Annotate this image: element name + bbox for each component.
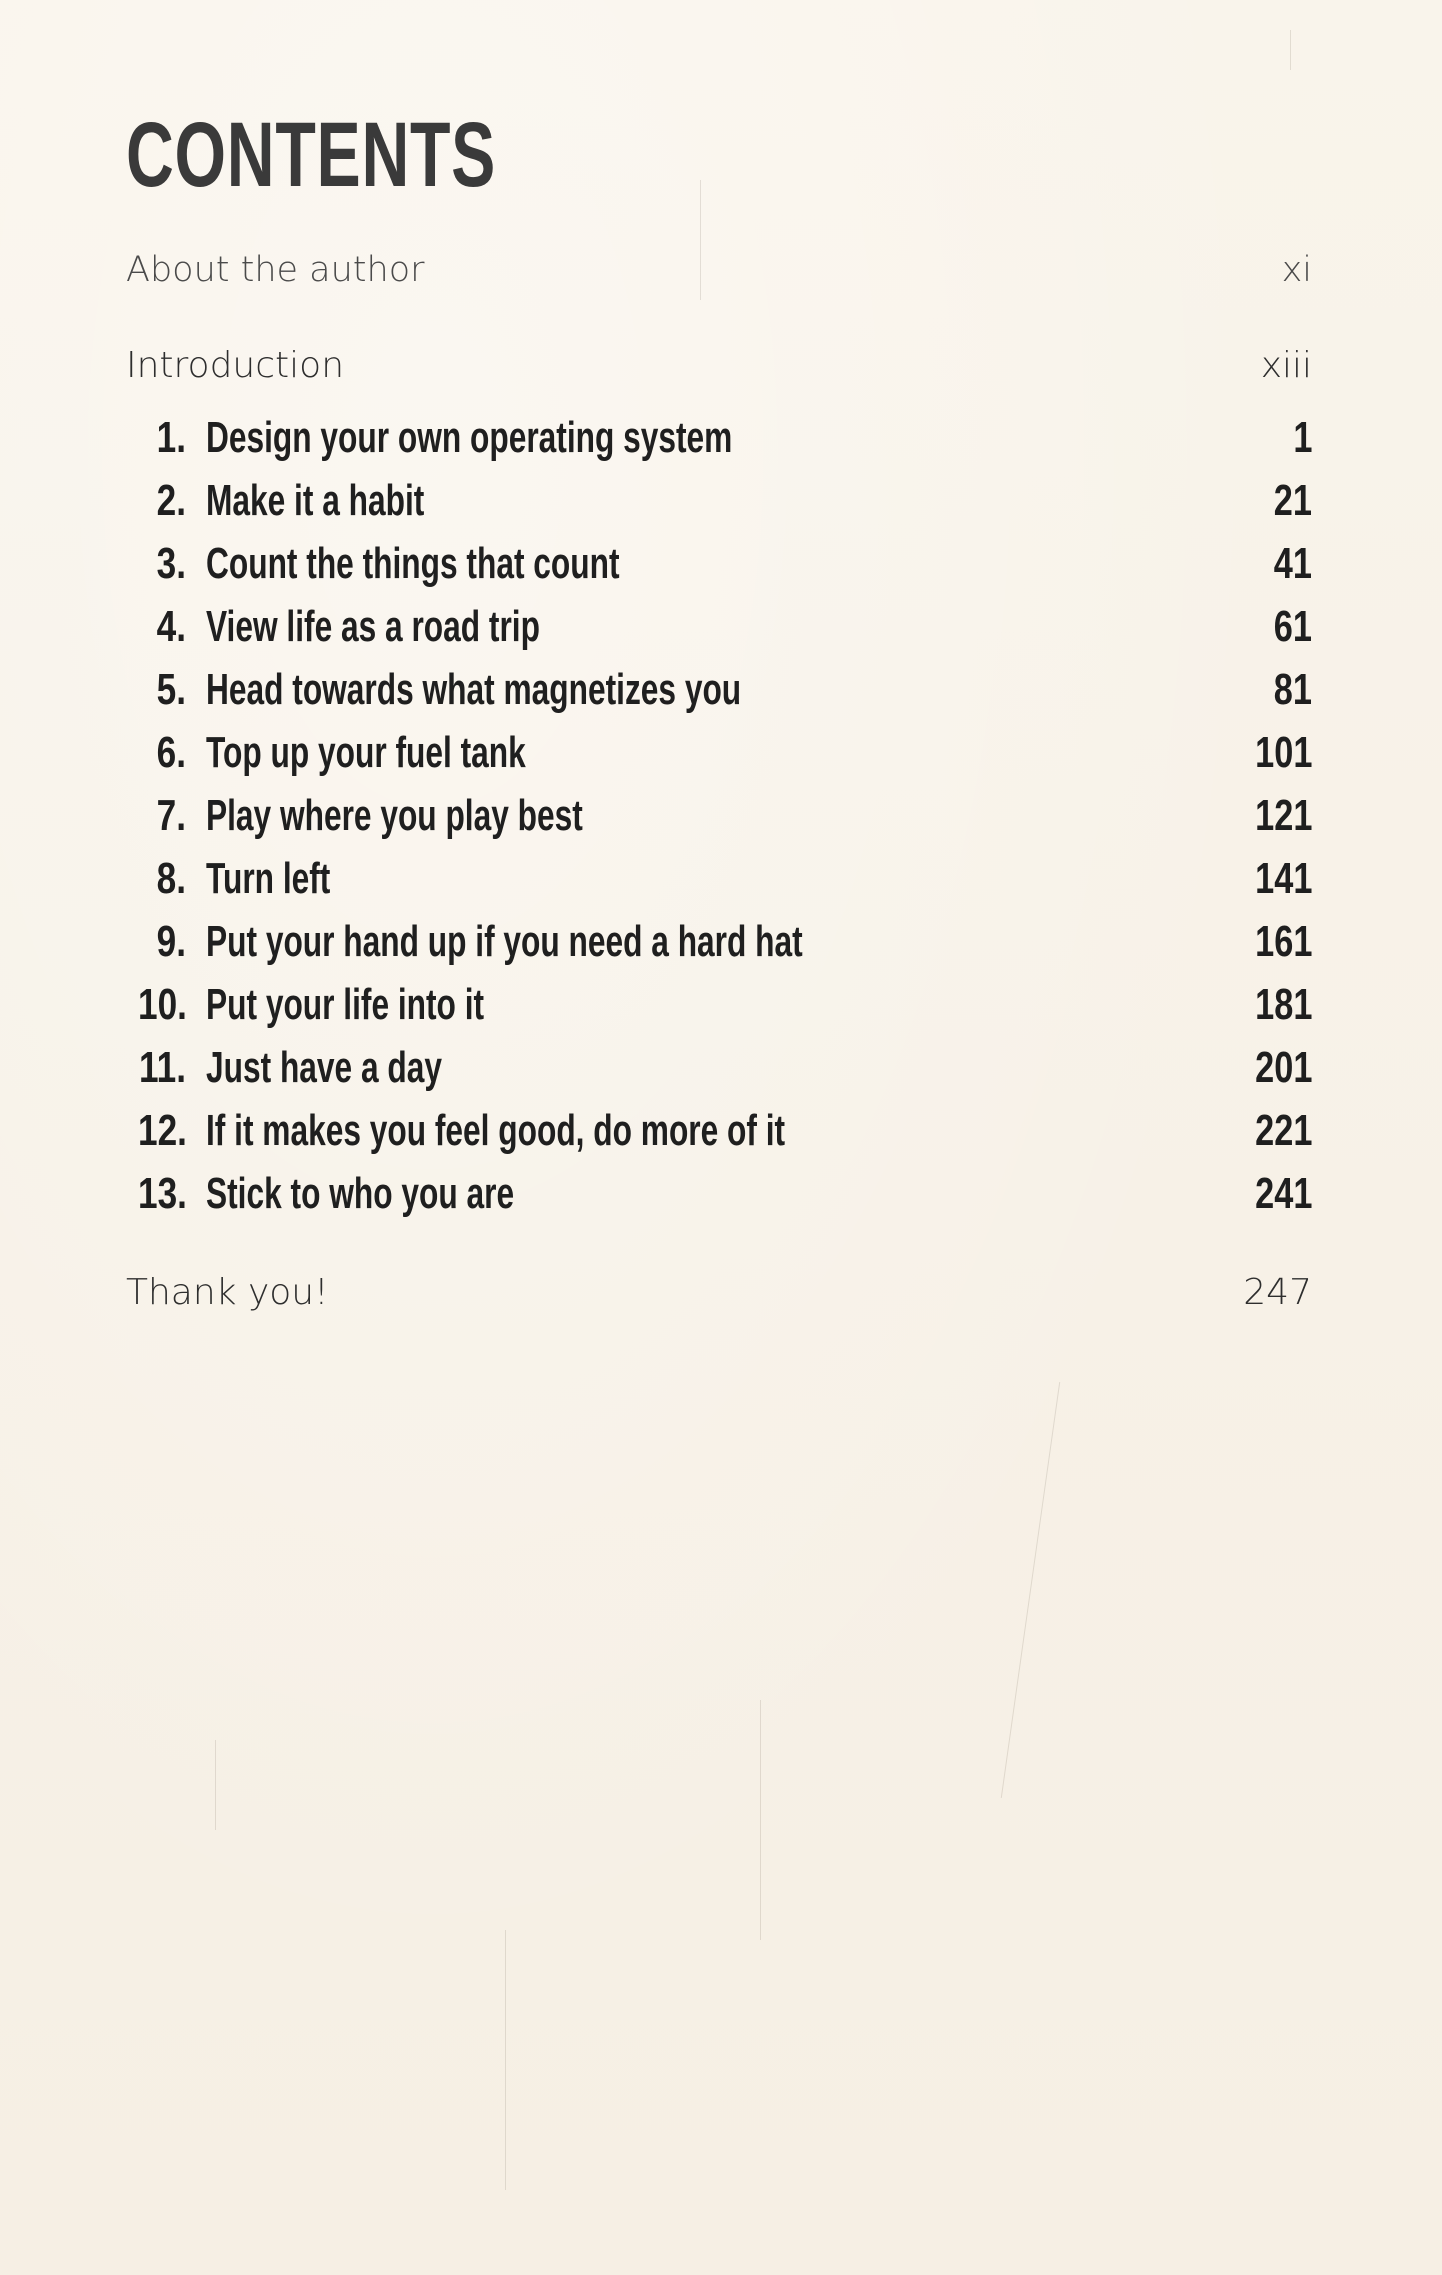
chapter-number: 1. <box>156 413 186 462</box>
chapter-page: 21 <box>1273 476 1312 525</box>
toc-entry-label: Introduction <box>126 345 345 386</box>
paper-scratch <box>1290 30 1291 70</box>
paper-scratch <box>760 1700 761 1940</box>
paper-scratch <box>215 1740 216 1830</box>
toc-chapter-8[interactable] <box>126 849 1312 909</box>
toc-entry-page: xiii <box>1260 345 1312 386</box>
chapter-title: Put your life into it <box>206 980 485 1029</box>
toc-entry-introduction[interactable] <box>126 336 1312 396</box>
chapter-number: 5. <box>156 665 186 714</box>
chapter-page: 81 <box>1273 665 1312 714</box>
chapter-number: 11. <box>139 1043 186 1092</box>
chapter-page: 221 <box>1254 1106 1312 1155</box>
chapter-title: Stick to who you are <box>206 1169 515 1218</box>
chapter-number: 9. <box>156 917 186 966</box>
chapter-title: Head towards what magnetizes you <box>206 665 742 714</box>
toc-chapter-12[interactable] <box>126 1101 1312 1161</box>
chapter-title: Design your own operating system <box>206 413 733 462</box>
chapter-number: 13. <box>138 1169 187 1218</box>
chapter-title: Put your hand up if you need a hard hat <box>206 917 803 966</box>
chapter-page: 121 <box>1254 791 1312 840</box>
paper-scratch <box>1001 1382 1060 1798</box>
chapter-page: 1 <box>1292 413 1312 462</box>
page-title: CONTENTS <box>126 104 497 206</box>
chapter-page: 101 <box>1254 728 1312 777</box>
chapter-title: If it makes you feel good, do more of it <box>206 1106 786 1155</box>
chapter-page: 241 <box>1254 1169 1312 1218</box>
chapter-title: Turn left <box>206 854 331 903</box>
toc-entry-page: 247 <box>1243 1272 1312 1313</box>
chapter-title: Make it a habit <box>206 476 425 525</box>
toc-chapter-5[interactable] <box>126 660 1312 720</box>
chapter-number: 2. <box>156 476 186 525</box>
chapter-number: 6. <box>156 728 186 777</box>
chapter-title: Count the things that count <box>206 539 620 588</box>
toc-chapter-10[interactable] <box>126 975 1312 1035</box>
toc-chapter-4[interactable] <box>126 597 1312 657</box>
chapter-page: 201 <box>1254 1043 1312 1092</box>
toc-chapter-6[interactable] <box>126 723 1312 783</box>
toc-entry-page: xi <box>1281 250 1312 290</box>
toc-chapter-7[interactable] <box>126 786 1312 846</box>
toc-chapter-2[interactable] <box>126 471 1312 531</box>
toc-chapter-11[interactable] <box>126 1038 1312 1098</box>
chapter-page: 141 <box>1254 854 1312 903</box>
toc-chapter-13[interactable] <box>126 1164 1312 1224</box>
toc-entry-label: Thank you! <box>126 1272 329 1313</box>
chapter-page: 181 <box>1254 980 1312 1029</box>
chapter-title: Just have a day <box>206 1043 442 1092</box>
chapter-page: 161 <box>1254 917 1312 966</box>
chapter-number: 10. <box>138 980 187 1029</box>
toc-chapter-1[interactable] <box>126 408 1312 468</box>
chapter-number: 12. <box>138 1106 187 1155</box>
chapter-title: View life as a road trip <box>206 602 540 651</box>
chapter-number: 3. <box>156 539 186 588</box>
chapter-title: Top up your fuel tank <box>206 728 526 777</box>
chapter-title: Play where you play best <box>206 791 583 840</box>
toc-chapter-3[interactable] <box>126 534 1312 594</box>
chapter-page: 61 <box>1273 602 1312 651</box>
chapter-number: 7. <box>156 791 186 840</box>
toc-entry-label: About the author <box>126 250 425 290</box>
paper-scratch <box>505 1930 506 2190</box>
chapter-number: 8. <box>156 854 186 903</box>
chapter-page: 41 <box>1273 539 1312 588</box>
toc-entry-about-author[interactable] <box>126 240 1312 300</box>
toc-entry-thank-you[interactable] <box>126 1263 1312 1323</box>
toc-chapter-9[interactable] <box>126 912 1312 972</box>
chapter-number: 4. <box>156 602 186 651</box>
